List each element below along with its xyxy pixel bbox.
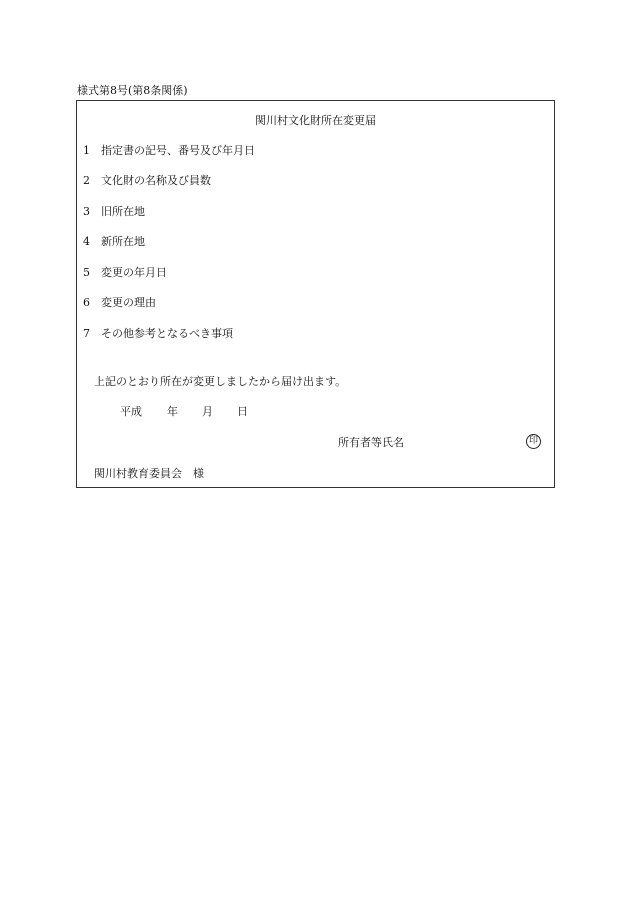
- declaration-statement: 上記のとおり所在が変更しましたから届け出ます。: [94, 375, 347, 388]
- item-label: 文化財の名称及び員数: [101, 174, 211, 187]
- form-item-1: [83, 144, 255, 158]
- item-label: 指定書の記号、番号及び年月日: [101, 144, 255, 157]
- item-number: 6: [83, 296, 90, 309]
- form-item-2: [83, 174, 211, 188]
- date-year: 年: [167, 405, 178, 418]
- item-label: 新所在地: [101, 235, 145, 248]
- form-number: 様式第8号(第8条関係): [77, 84, 188, 97]
- form-title: 関川村文化財所在変更届: [255, 114, 376, 127]
- date-era: 平成: [120, 405, 142, 418]
- item-label: 変更の年月日: [101, 266, 167, 279]
- item-label: その他参考となるべき事項: [101, 327, 233, 340]
- addressee: 関川村教育委員会 様: [94, 467, 204, 480]
- owner-name-label: 所有者等氏名: [338, 436, 404, 449]
- form-box: [76, 100, 555, 488]
- item-number: 7: [83, 327, 90, 340]
- item-number: 1: [83, 144, 90, 157]
- item-label: 変更の理由: [101, 296, 156, 309]
- form-item-6: [83, 296, 156, 310]
- item-number: 2: [83, 174, 90, 187]
- item-number: 3: [83, 205, 90, 218]
- item-number: 5: [83, 266, 90, 279]
- form-item-4: [83, 235, 145, 249]
- date-month: 月: [202, 405, 213, 418]
- form-item-7: [83, 327, 233, 341]
- form-item-3: [83, 205, 145, 219]
- form-item-5: [83, 266, 167, 280]
- seal-mark: 印: [526, 434, 541, 449]
- item-label: 旧所在地: [101, 205, 145, 218]
- date-day: 日: [237, 405, 248, 418]
- item-number: 4: [83, 235, 90, 248]
